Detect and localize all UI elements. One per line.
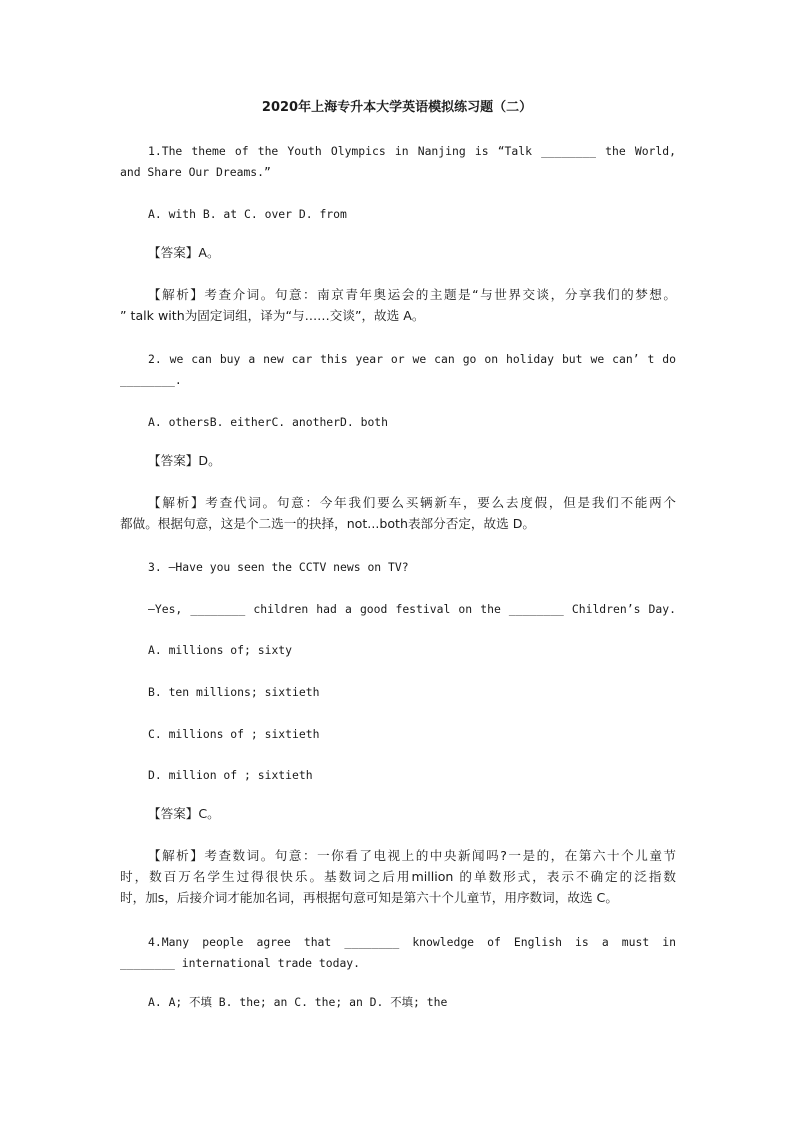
q4-stem-line1: 4.Many people agree that ________ knowledge of English is a must in [148,935,676,949]
q2-analysis-line1: 【解析】考查代词。句意：今年我们要么买辆新车，要么去度假，但是我们不能两个 [148,495,676,510]
q2-analysis-line2: 都做。根据句意，这是个二选一的抉择，not...both表部分否定，故选 D。 [120,516,535,531]
q1-options: A. with B. at C. over D. from [148,207,347,221]
q3-stem-line1: 3. —Have you seen the CCTV news on TV? [148,560,409,574]
q2-stem-line2: ________. [120,373,182,387]
q3-option-d: D. million of ; sixtieth [148,768,313,782]
q1-analysis-line1: 【解析】考查介词。句意：南京青年奥运会的主题是“与世界交谈，分享我们的梦想。 [148,287,676,302]
q3-answer: 【答案】C。 [148,806,220,821]
q2-answer: 【答案】D。 [148,453,221,468]
q3-stem-line2: —Yes, ________ children had a good festival on the ________ Children’s Day. [148,602,676,616]
q3-analysis-line2: 时，数百万名学生过得很快乐。基数词之后用million 的单数形式，表示不确定的泛指数 [120,869,676,884]
q3-analysis-line1: 【解析】考查数词。句意：一你看了电视上的中央新闻吗?一是的，在第六十个儿童节 [148,848,676,863]
q4-stem-line2: ________ international trade today. [120,956,361,970]
q1-stem-line2: and Share Our Dreams.” [120,165,271,179]
q4-options: A. A; 不填 B. the; an C. the; an D. 不填; the [148,995,448,1009]
page-title: 2020年上海专升本大学英语模拟练习题（二） [261,100,533,115]
q3-option-c: C. millions of ; sixtieth [148,727,320,741]
q3-option-a: A. millions of; sixty [148,643,293,657]
q2-stem-line1: 2. we can buy a new car this year or we can go on holiday but we can’ t do [148,352,676,366]
q2-options: A. othersB. eitherC. anotherD. both [148,415,389,429]
q3-option-b: B. ten millions; sixtieth [148,685,320,699]
q3-analysis-line3: 时，加s，后接介词才能加名词，再根据句意可知是第六十个儿童节，用序数词，故选 C。 [120,890,618,905]
q1-analysis-line2: ” talk with为固定词组，译为“与……交谈”，故选 A。 [120,308,425,323]
q1-answer: 【答案】A。 [148,245,220,260]
q1-stem-line1: 1.The theme of the Youth Olympics in Nanjing is “Talk ________ the World, [148,144,676,158]
